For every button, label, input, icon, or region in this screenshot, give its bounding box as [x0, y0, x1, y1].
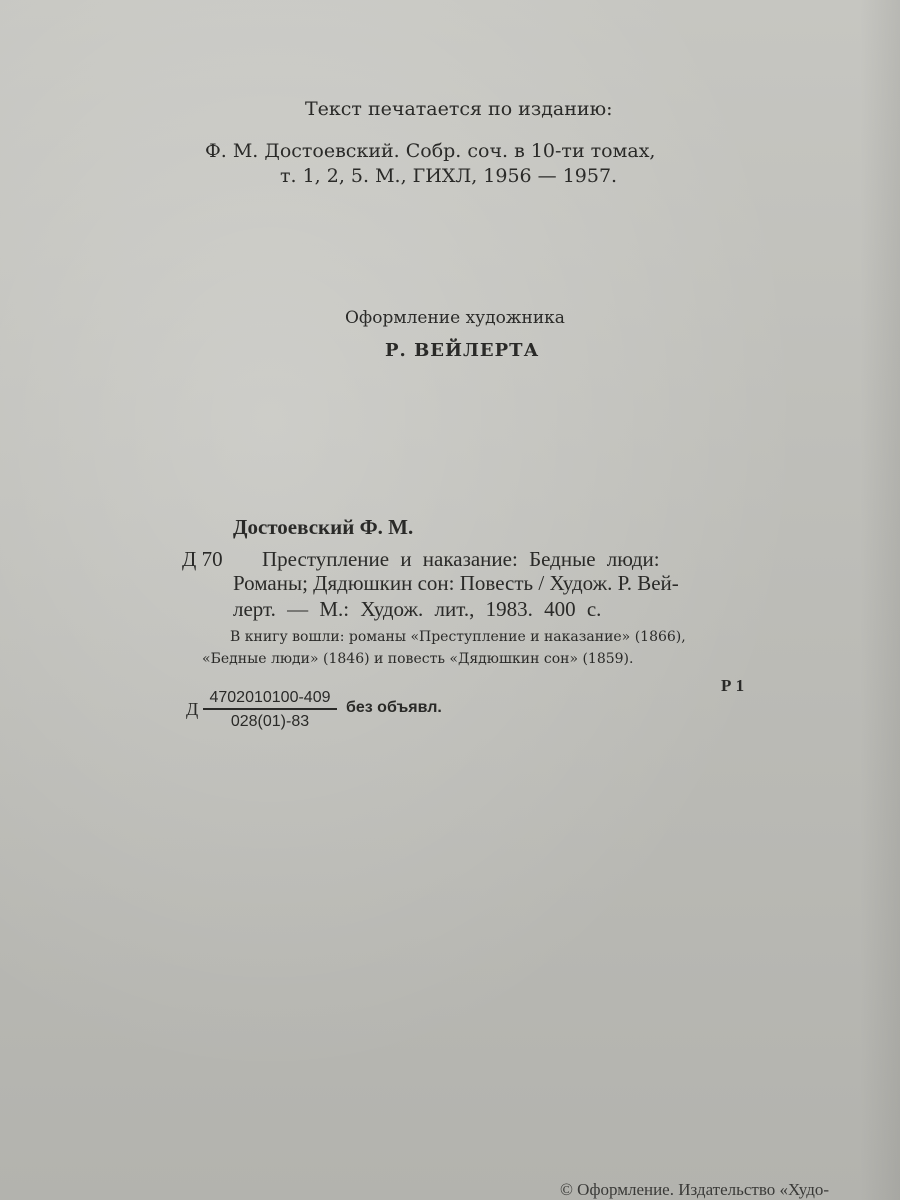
catalog-description-line-2: Романы; Дядюшкин сон: Повесть / Худож. Р. Вей- — [233, 571, 679, 595]
catalog-no-announcement: без объявл. — [346, 699, 442, 716]
source-edition-line-2: т. 1, 2, 5. М., ГИХЛ, 1956 — 1957. — [280, 165, 618, 187]
catalog-description-line-3: лерт. — М.: Худож. лит., 1983. 400 с. — [233, 597, 602, 621]
catalog-index-fraction — [203, 688, 337, 731]
catalog-author: Достоевский Ф. М. — [233, 515, 414, 539]
fraction-divider — [203, 708, 337, 710]
catalog-index-numerator: 4702010100-409 — [209, 689, 331, 706]
catalog-contents-line-1: В книгу вошли: романы «Преступление и наказание» (1866), — [230, 629, 686, 645]
copyright-footer: © Оформление. Издательство «Худо- — [560, 1180, 830, 1199]
source-intro: Текст печатается по изданию: — [305, 98, 613, 120]
catalog-class-code: Р 1 — [721, 676, 745, 695]
catalog-contents-line-2: «Бедные люди» (1846) и повесть «Дядюшкин сон» (1859). — [202, 651, 634, 667]
catalog-code: Д 70 — [182, 547, 223, 571]
design-artist-name: Р. ВЕЙЛЕРТА — [385, 340, 540, 361]
design-credit-label: Оформление художника — [345, 308, 565, 328]
page-edge-shadow — [860, 0, 900, 1200]
catalog-index-denominator: 028(01)-83 — [230, 712, 310, 730]
source-edition-line-1: Ф. М. Достоевский. Собр. соч. в 10-ти томах, — [205, 140, 656, 162]
catalog-description-line-1: Преступление и наказание: Бедные люди: — [262, 547, 660, 571]
catalog-index-letter: Д — [186, 699, 199, 719]
